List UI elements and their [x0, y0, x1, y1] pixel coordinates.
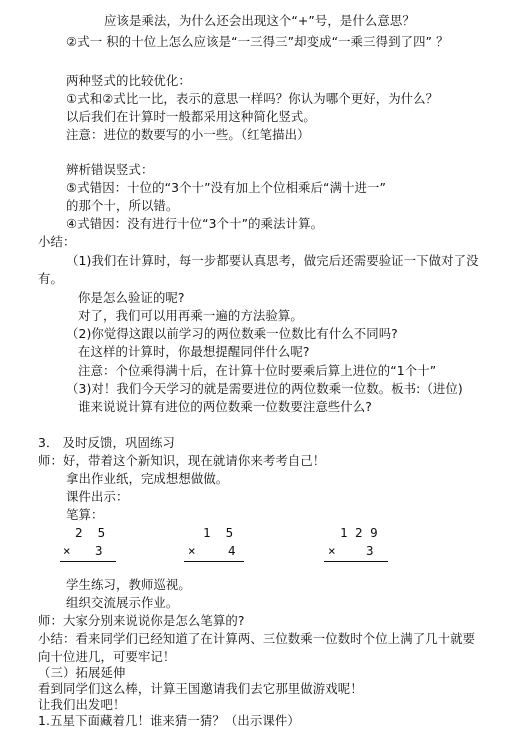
calc-3-line — [324, 561, 388, 562]
text-line: 小结：看来同学们已经知道了在计算两、三位数乘一位数时个位上满了几十就要 — [38, 631, 476, 646]
text-line: 的那个十，所以错。 — [66, 198, 179, 213]
summary-heading: 小结： — [38, 234, 76, 249]
calc-2-operator: × — [188, 543, 196, 558]
calc-1-bottom: 3 — [95, 543, 103, 558]
calc-2-top: 1 5 — [203, 525, 234, 540]
text-line: （1)我们在计算时，每一步都要认真思考，做完后还需要验证一下做对了没 — [66, 253, 479, 268]
text-line: 注意：个位乘得满十后，在计算十位时要乘后算上进位的“1个十” — [78, 363, 437, 378]
calc-2-line — [184, 561, 244, 562]
text-line: （3)对！我们今天学习的就是需要进位的两位数乘一位数。板书:（进位) — [66, 381, 463, 396]
calc-1-operator: × — [63, 543, 71, 558]
text-line: 让我们出发吧！ — [38, 697, 126, 712]
calc-3-bottom: 3 — [366, 543, 374, 558]
calc-1-top: 2 5 — [75, 525, 106, 540]
text-line: 拿出作业纸，完成想想做做。 — [66, 471, 229, 486]
section-heading: （三）拓展延伸 — [38, 665, 126, 680]
text-line: ⑤式错因：十位的“3个十”没有加上个位相乘后“满十进一” — [66, 180, 387, 195]
text-line: 你是怎么验证的呢? — [78, 290, 185, 305]
text-line: 向十位进几，可要牢记！ — [38, 649, 176, 664]
calc-1-line — [60, 561, 116, 562]
text-line: 看到同学们这么棒，计算王国邀请我们去它那里做游戏呢！ — [38, 681, 363, 696]
calc-2-bottom: 4 — [228, 543, 236, 558]
text-line: （2)你觉得这跟以前学习的两位数乘一位数比有什么不同吗? — [66, 326, 398, 341]
text-line: 在这样的计算时，你最想提醒同伴什么呢? — [78, 344, 310, 359]
text-line: 应该是乘法，为什么还会出现这个“+”号，是什么意思？ — [104, 13, 415, 28]
text-line: 组织交流展示作业。 — [66, 595, 179, 610]
section-heading: 两种竖式的比较优化： — [66, 73, 191, 88]
text-line: ④式错因：没有进行十位“3个十”的乘法计算。 — [66, 216, 324, 231]
text-line: 1.五星下面藏着几！谁来猜一猜？（出示课件） — [38, 713, 300, 728]
text-line: 谁来说说计算有进位的两位数乘一位数要注意些什么? — [78, 399, 372, 414]
section-heading: 辨析错误竖式： — [66, 162, 154, 177]
text-line: 有。 — [38, 271, 63, 286]
text-line: 以后我们在计算时一般都采用这种简化竖式。 — [66, 109, 316, 124]
text-line: 学生练习，教师巡视。 — [66, 577, 191, 592]
text-line: ②式一 积的十位上怎么应该是“一三得三”却变成“一乘三得到了四” ？ — [66, 34, 449, 49]
text-line: 师：好，带着这个新知识，现在就请你来考考自己！ — [38, 453, 326, 468]
text-line: 课件出示： — [66, 489, 129, 504]
section-heading: 3． 及时反馈，巩固练习 — [38, 435, 175, 450]
text-line: 师：大家分别来说说你是怎么笔算的? — [38, 613, 245, 628]
calc-3-top: 1 2 9 — [340, 525, 378, 540]
calc-3-operator: × — [328, 543, 336, 558]
text-line: 对了，我们可以用再乘一遍的方法验算。 — [78, 308, 303, 323]
text-line: 笔算： — [66, 507, 104, 522]
text-line: ①式和②式比一比，表示的意思一样吗？你认为哪个更好，为什么？ — [66, 91, 439, 106]
text-line: 注意：进位的数要写的小一些。（红笔描出） — [66, 127, 310, 142]
